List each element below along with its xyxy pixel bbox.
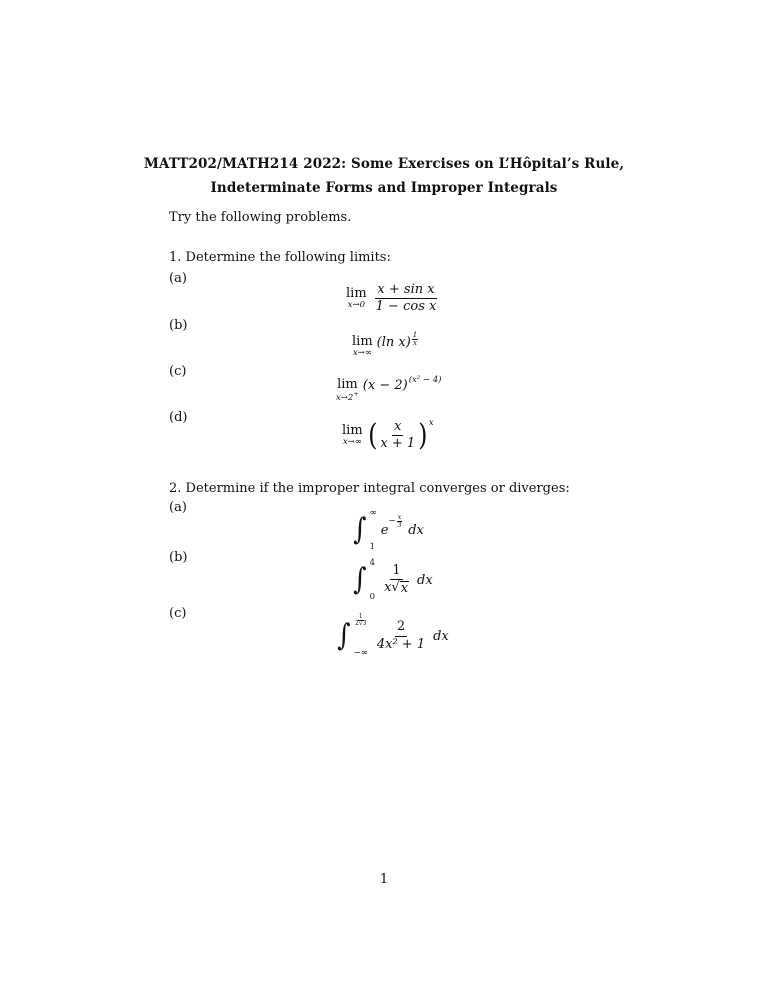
intro-text: Try the following problems. <box>169 210 352 225</box>
integral-sign: ∫ <box>353 562 367 597</box>
exponent: (x² − 4) <box>408 375 442 385</box>
q1b-expression <box>352 331 418 358</box>
differential: dx <box>417 572 433 588</box>
q2-label-c: (c) <box>169 606 187 621</box>
exponent: − $\frac{x}{3}$ <box>388 513 402 529</box>
base-e: e <box>380 522 389 538</box>
integral-limits: 4 0 <box>369 558 376 602</box>
q1-label-d: (d) <box>169 410 188 425</box>
q2a-expression <box>352 508 424 552</box>
fraction: $\frac{2}{\text{4x² + 1}}$ <box>376 619 426 652</box>
q1-label-c: (c) <box>169 364 187 379</box>
q1-label-a: (a) <box>169 271 187 286</box>
q1d-expression: lim x→∞ ( $\frac{x}{x + 1}$ ) x <box>342 417 434 453</box>
base-expression: (ln x) <box>376 335 411 350</box>
fraction: $\frac{x}{x + 1}$ <box>380 419 416 452</box>
limit-operator: lim x→0 <box>346 286 367 311</box>
q1-label-b: (b) <box>169 318 188 333</box>
q1c-expression <box>336 375 442 403</box>
integral-sign: ∫ <box>337 618 351 653</box>
integral-limits: 1 2√3 −∞ <box>353 613 368 658</box>
fraction: $\frac{\text{x + sin x}}{\text{1 − cos x}}$ <box>375 282 437 315</box>
question-2-prompt: 2. Determine if the improper integral converges or diverges: <box>169 481 570 496</box>
limit-operator: lim x→∞ <box>342 423 363 448</box>
q1a-expression <box>346 283 441 315</box>
integral-limits: ∞ 1 <box>369 508 377 552</box>
q2c-expression <box>336 614 449 658</box>
document-title-line-2: Indeterminate Forms and Improper Integrals <box>210 180 558 196</box>
limit-operator: lim x→2+ <box>336 377 359 403</box>
q2-label-a: (a) <box>169 500 187 515</box>
q2b-expression <box>352 558 433 602</box>
page-number: 1 <box>379 872 389 887</box>
differential: dx <box>433 628 449 644</box>
exponent: x <box>428 418 434 428</box>
document-title-line-1: MATT202/MATH214 2022: Some Exercises on L’Hôpital’s Rule, <box>143 156 625 172</box>
fraction: 1 x √ x <box>384 562 409 596</box>
limit-operator: lim x→∞ <box>352 334 373 358</box>
exponent-fraction: 1 x <box>412 331 418 347</box>
q2-label-b: (b) <box>169 550 188 565</box>
integral-sign: ∫ <box>353 512 367 547</box>
question-1-prompt: 1. Determine the following limits: <box>169 250 391 265</box>
base-expression: (x − 2) <box>362 378 408 393</box>
differential: dx <box>408 522 424 538</box>
